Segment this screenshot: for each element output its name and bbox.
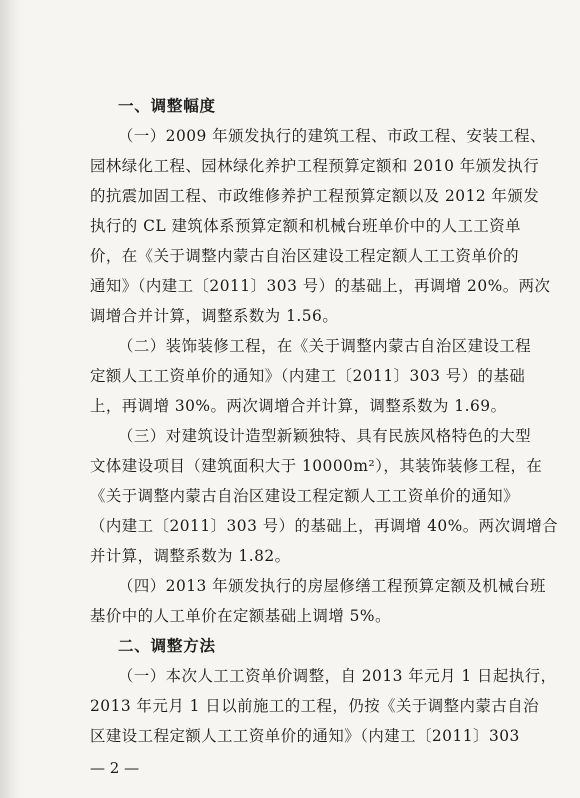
section-heading-adjustment-method: 二、调整方法 bbox=[118, 637, 216, 655]
paragraph-line: 园林绿化工程、园林绿化养护工程预算定额和 2010 年颁发执行 bbox=[90, 157, 540, 175]
paragraph-line: 2013 年元月 1 日以前施工的工程，仍按《关于调整内蒙古自治 bbox=[90, 697, 540, 715]
paragraph-line: （三）对建筑设计造型新颖独特、具有民族风格特色的大型 bbox=[118, 427, 532, 445]
paragraph-line: 上，再调增 30%。两次调增合并计算，调整系数为 1.69。 bbox=[90, 397, 507, 415]
paragraph-line: 《关于调整内蒙古自治区建设工程定额人工工资单价的通知》 bbox=[90, 487, 520, 505]
paragraph-line: 并计算，调整系数为 1.82。 bbox=[90, 547, 291, 565]
paragraph-line: （一）本次人工工资单价调整，自 2013 年元月 1 日起执行， bbox=[118, 667, 557, 685]
paragraph-line: 定额人工工资单价的通知》（内建工〔2011〕303 号）的基础 bbox=[90, 367, 526, 385]
paragraph-line: 文体建设项目（建筑面积大于 10000m²），其装饰装修工程，在 bbox=[90, 457, 543, 475]
paragraph-line: 基价中的人工单价在定额基础上调增 5%。 bbox=[90, 607, 391, 625]
paragraph-line: （二）装饰装修工程，在《关于调整内蒙古自治区建设工程 bbox=[118, 337, 532, 355]
paragraph-line: 调增合并计算，调整系数为 1.56。 bbox=[90, 307, 339, 325]
paragraph-line: 区建设工程定额人工工资单价的通知》（内建工〔2011〕303 bbox=[90, 727, 520, 745]
paragraph-line: 通知》（内建工〔2011〕303 号）的基础上，再调增 20%。两次 bbox=[90, 277, 551, 295]
scan-edge-shadow bbox=[0, 0, 22, 798]
page-number: — 2 — bbox=[90, 759, 140, 777]
paragraph-line: （内建工〔2011〕303 号）的基础上，再调增 40%。两次调增合 bbox=[90, 517, 559, 535]
paragraph-line: （一）2009 年颁发执行的建筑工程、市政工程、安装工程、 bbox=[118, 127, 546, 145]
paragraph-line: 的抗震加固工程、市政维修养护工程预算定额以及 2012 年颁发 bbox=[90, 187, 540, 205]
paragraph-line: 执行的 CL 建筑体系预算定额和机械台班单价中的人工工资单 bbox=[90, 217, 522, 235]
section-heading-adjustment-range: 一、调整幅度 bbox=[118, 97, 216, 115]
paragraph-line: （四）2013 年颁发执行的房屋修缮工程预算定额及机械台班 bbox=[118, 577, 546, 595]
paragraph-line: 价，在《关于调整内蒙古自治区建设工程定额人工工资单价的 bbox=[90, 247, 520, 265]
